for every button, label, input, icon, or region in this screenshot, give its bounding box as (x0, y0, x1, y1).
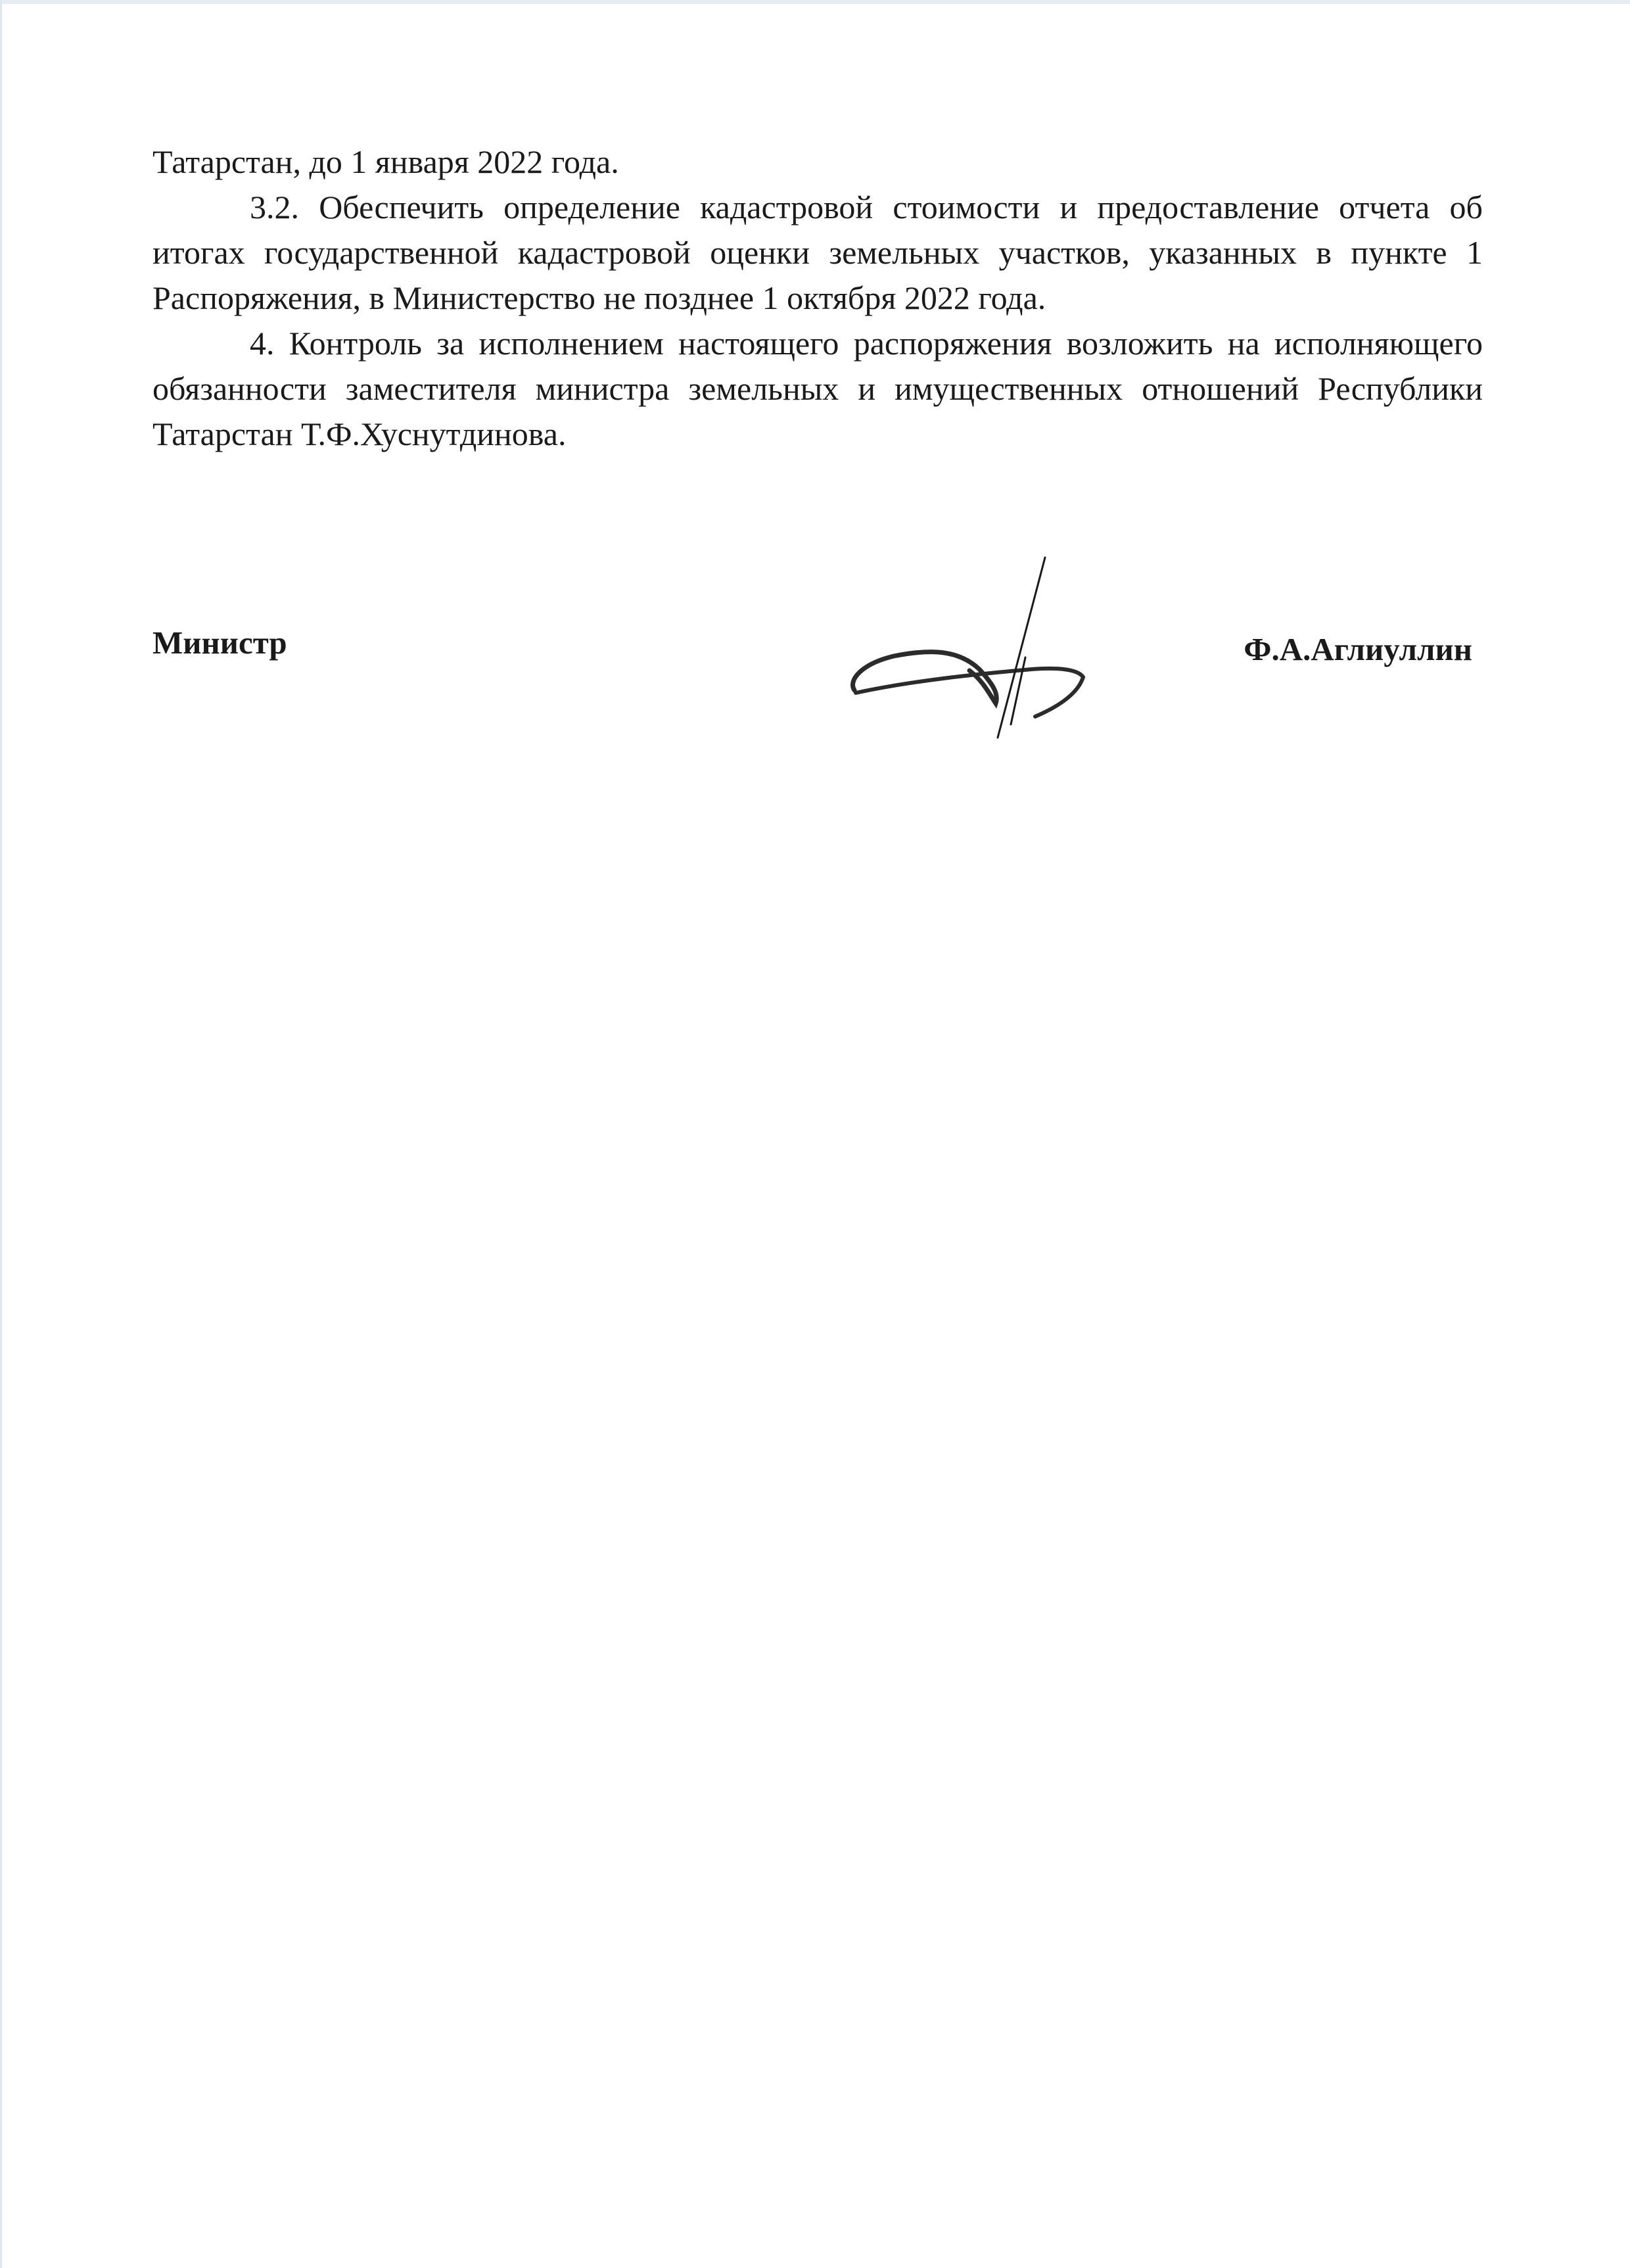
signature-short-stroke (1011, 657, 1025, 724)
signature-cross-stroke (856, 669, 1083, 717)
signature-loop-stroke (853, 652, 997, 703)
document-body (152, 139, 1483, 457)
signature-vertical-stroke (998, 557, 1045, 738)
paragraph-continuation: Татарстан, до 1 января 2022 года. (152, 143, 619, 180)
handwritten-signature (835, 552, 1176, 743)
scan-left-edge (0, 0, 2, 2268)
signatory-name: Ф.А.Аглиуллин (1244, 631, 1472, 667)
paragraph-4: 4. Контроль за исполнением настоящего распоряжения возложить на исполняющего обязанности заместителя министра земельных и имущественных отношений Республики Татарстан Т.Ф.Хуснутдинова. (152, 325, 1483, 452)
signatory-role: Министр (152, 625, 287, 661)
scan-top-edge (0, 0, 1630, 4)
paragraph-3-2: 3.2. Обеспечить определение кадастровой стоимости и предоставление отчета об итогах государственной кадастровой оценки земельных участков, указанных в пункте 1 Распоряжения, в Министерство не позднее 1 октября 2022 года. (152, 189, 1483, 316)
